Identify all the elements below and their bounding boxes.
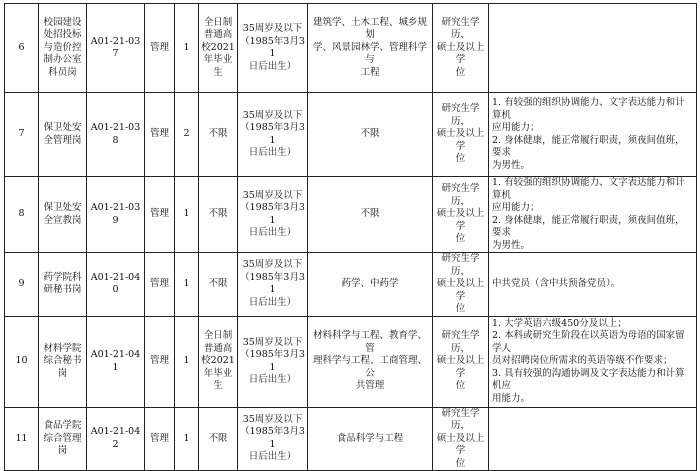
cell-post-name	[39, 316, 87, 407]
recruitment-table	[4, 3, 697, 471]
cell-hiring-count-text: 1	[183, 41, 190, 53]
cell-candidate-source-text: 不限	[208, 208, 228, 220]
cell-candidate-source-text: 不限	[208, 432, 228, 444]
cell-serial-number-text: 9	[18, 278, 25, 289]
cell-education-requirement	[433, 407, 489, 471]
cell-candidate-source	[199, 316, 238, 407]
cell-post-type-text: 管理	[149, 355, 169, 367]
cell-other-requirements-text: 1. 有较强的组织协调能力、文字表达能力和计算机 应用能力； 2. 身体健康，能正常履行职责，须夜间值班，要求 为男性。	[492, 177, 685, 251]
table-row	[5, 177, 697, 253]
cell-major-requirement-text: 材料科学与工程、教育学、管 理科学与工程、工商管理、公 共管理	[312, 330, 427, 392]
cell-education-requirement-text: 研究生学历， 硕士及以上学 位	[436, 407, 485, 469]
cell-post-code-text: A01-21-040	[90, 271, 141, 296]
cell-age-requirement	[238, 316, 308, 407]
cell-hiring-count-text: 1	[183, 278, 190, 289]
cell-serial-number-text: 8	[18, 208, 25, 220]
cell-post-type-text: 管理	[149, 208, 169, 220]
cell-post-name	[39, 253, 87, 317]
cell-education-requirement	[433, 316, 489, 407]
cell-education-requirement	[433, 4, 489, 93]
cell-post-type-text: 管理	[149, 41, 169, 53]
table-row	[5, 253, 697, 317]
cell-age-requirement	[238, 253, 308, 317]
cell-serial-number	[5, 177, 39, 253]
cell-major-requirement-text: 建筑学、土木工程、城乡规划 学、风景园林学、管理科学与 工程	[312, 16, 427, 78]
table-row	[5, 93, 697, 177]
cell-post-type	[145, 177, 175, 253]
cell-hiring-count-text: 1	[183, 355, 190, 367]
cell-post-type	[145, 93, 175, 177]
cell-post-name-text: 保卫处安 全管理岗	[43, 122, 82, 146]
cell-post-code-text: A01-21-041	[90, 349, 141, 373]
cell-hiring-count-text: 2	[183, 128, 190, 140]
cell-age-requirement	[238, 177, 308, 253]
cell-age-requirement-text: 35周岁及以下 （1985年3月31 日后出生）	[240, 336, 305, 385]
cell-hiring-count	[175, 253, 199, 317]
cell-hiring-count-text: 1	[183, 432, 190, 444]
cell-age-requirement-text: 35周岁及以下 （1985年3月31 日后出生）	[240, 189, 305, 238]
cell-candidate-source	[199, 177, 238, 253]
cell-post-code	[87, 407, 145, 471]
cell-candidate-source-text: 全日制 普通高 校2021 年毕业 生	[201, 330, 235, 392]
cell-hiring-count	[175, 407, 199, 471]
cell-serial-number-text: 11	[15, 432, 28, 444]
cell-hiring-count	[175, 177, 199, 253]
cell-post-name-text: 食品学院 综合管理 岗	[43, 420, 82, 456]
cell-post-type-text: 管理	[149, 432, 169, 444]
cell-candidate-source	[199, 93, 238, 177]
cell-post-code	[87, 4, 145, 93]
cell-post-type-text: 管理	[149, 278, 169, 289]
cell-major-requirement	[308, 316, 433, 407]
cell-education-requirement-text: 研究生学历， 硕士及以上学 位	[436, 330, 485, 392]
cell-education-requirement	[433, 253, 489, 317]
cell-post-code-text: A01-21-038	[90, 122, 141, 146]
cell-serial-number	[5, 316, 39, 407]
cell-post-name-text: 校园建设 处招投标 与造价控 制办公室 科员岗	[43, 16, 82, 78]
cell-education-requirement-text: 研究生学历， 硕士及以上学 位	[436, 183, 485, 245]
cell-post-code-text: A01-21-039	[90, 202, 141, 226]
cell-candidate-source-text: 不限	[208, 278, 228, 289]
cell-education-requirement-text: 研究生学历， 硕士及以上学 位	[436, 253, 485, 314]
cell-major-requirement-text: 食品科学与工程	[336, 432, 404, 444]
cell-post-name-text: 材料学院 综合秘书 岗	[43, 342, 82, 379]
cell-age-requirement-text: 35周岁及以下 （1985年3月31 日后出生）	[240, 109, 305, 158]
cell-age-requirement-text: 35周岁及以下 （1985年3月31 日后出生）	[240, 259, 305, 308]
cell-post-code-text: A01-21-037	[90, 35, 141, 59]
cell-age-requirement	[238, 407, 308, 471]
cell-age-requirement	[238, 4, 308, 93]
cell-post-type	[145, 253, 175, 317]
cell-major-requirement	[308, 93, 433, 177]
cell-age-requirement-text: 35周岁及以下 （1985年3月31 日后出生）	[240, 413, 305, 463]
cell-post-type	[145, 407, 175, 471]
cell-serial-number	[5, 93, 39, 177]
cell-hiring-count	[175, 4, 199, 93]
cell-education-requirement	[433, 177, 489, 253]
cell-education-requirement-text: 研究生学历， 硕士及以上学 位	[436, 16, 485, 78]
cell-candidate-source	[199, 407, 238, 471]
cell-post-type	[145, 4, 175, 93]
cell-candidate-source-text: 全日制 普通高 校2021 年毕业 生	[201, 16, 235, 78]
cell-serial-number	[5, 253, 39, 317]
cell-hiring-count-text: 1	[183, 208, 190, 220]
cell-major-requirement-text: 药学、中药学	[341, 278, 399, 289]
cell-serial-number	[5, 407, 39, 471]
table-row	[5, 4, 697, 93]
cell-post-name	[39, 177, 87, 253]
cell-candidate-source	[199, 4, 238, 93]
cell-post-code	[87, 316, 145, 407]
cell-major-requirement	[308, 253, 433, 317]
cell-post-code	[87, 93, 145, 177]
cell-post-name	[39, 93, 87, 177]
cell-post-code-text: A01-21-042	[90, 426, 141, 450]
cell-post-code	[87, 177, 145, 253]
cell-serial-number-text: 10	[15, 355, 28, 367]
cell-post-type-text: 管理	[149, 128, 169, 140]
cell-post-name	[39, 407, 87, 471]
cell-other-requirements	[489, 253, 697, 317]
cell-age-requirement	[238, 93, 308, 177]
table-row	[5, 407, 697, 471]
cell-post-type	[145, 316, 175, 407]
cell-hiring-count	[175, 316, 199, 407]
cell-other-requirements	[489, 4, 697, 93]
cell-serial-number-text: 7	[18, 128, 25, 140]
cell-candidate-source	[199, 253, 238, 317]
cell-serial-number	[5, 4, 39, 93]
cell-candidate-source-text: 不限	[208, 128, 228, 140]
cell-major-requirement-text: 不限	[360, 128, 380, 140]
table-row	[5, 316, 697, 407]
cell-other-requirements-text: 1. 有较强的组织协调能力、文字表达能力和计算机 应用能力； 2. 身体健康，能正常履行职责，须夜间值班，要求 为男性。	[492, 97, 685, 171]
cell-other-requirements	[489, 407, 697, 471]
cell-major-requirement	[308, 177, 433, 253]
cell-post-name-text: 药学院科 研秘书岗	[43, 271, 82, 296]
cell-education-requirement-text: 研究生学历， 硕士及以上学 位	[436, 103, 485, 165]
cell-major-requirement	[308, 4, 433, 93]
cell-hiring-count	[175, 93, 199, 177]
cell-other-requirements	[489, 93, 697, 177]
cell-other-requirements	[489, 177, 697, 253]
cell-serial-number-text: 6	[18, 41, 25, 53]
cell-other-requirements-text: 1. 大学英语六级450分及以上； 2. 本科或研究生阶段在以英语为母语的国家留学人 员对招聘岗位所需求的英语等级不作要求； 3. 具有较强的沟通协调及文字表达能力和计算机应 用能力。	[492, 317, 685, 404]
cell-post-code	[87, 253, 145, 317]
cell-education-requirement	[433, 93, 489, 177]
cell-major-requirement	[308, 407, 433, 471]
cell-other-requirements	[489, 316, 697, 407]
cell-other-requirements-text: 中共党员（含中共预备党员）。	[492, 278, 621, 289]
cell-post-name-text: 保卫处安 全宣教岗	[43, 202, 82, 226]
cell-major-requirement-text: 不限	[360, 208, 380, 220]
cell-age-requirement-text: 35周岁及以下 （1985年3月31 日后出生）	[240, 23, 305, 72]
table-body	[5, 4, 697, 471]
cell-post-name	[39, 4, 87, 93]
